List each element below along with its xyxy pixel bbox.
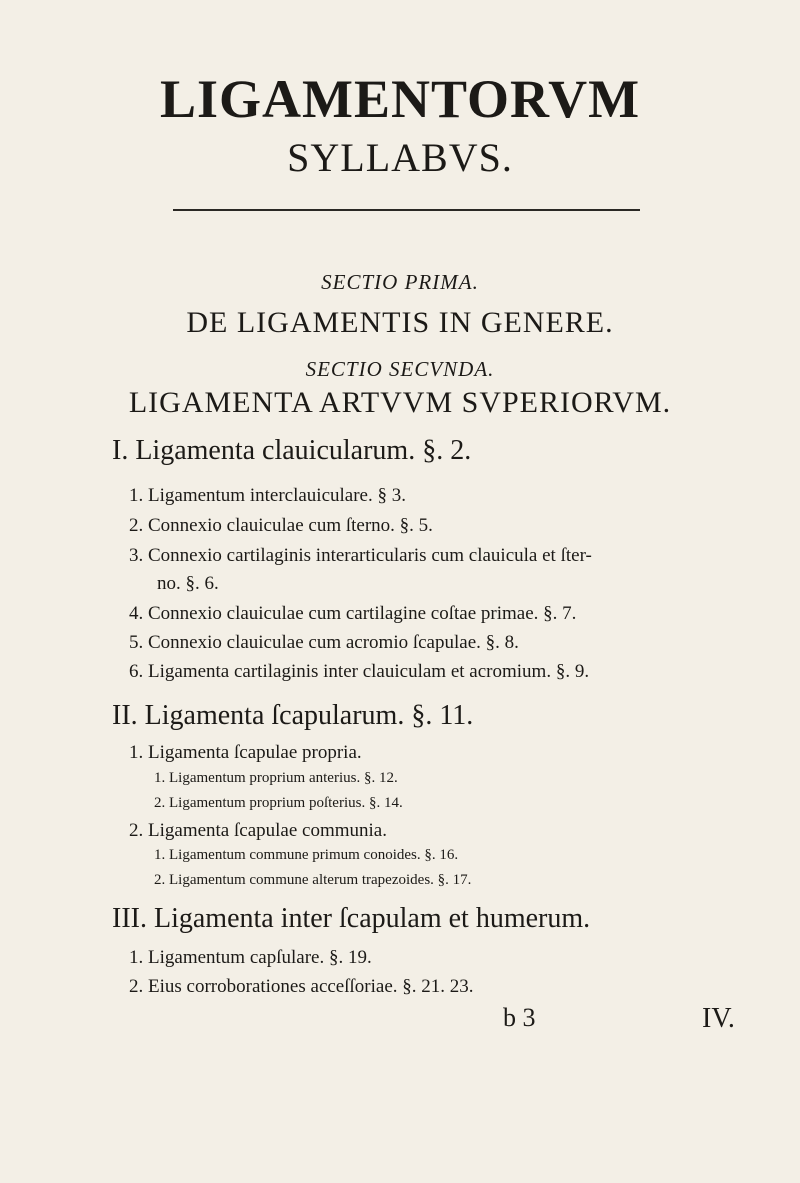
group-heading-scapularum: II. Ligamenta ſcapularum. §. 11.	[112, 700, 474, 731]
list-item-continuation: no. §. 6.	[157, 573, 219, 594]
list-item: 5. Connexio clauiculae cum acromio ſcapulae. §. 8.	[129, 632, 519, 653]
list-subitem: 1. Ligamentum commune primum conoides. §. 16.	[154, 847, 459, 863]
list-item: 6. Ligamenta cartilaginis inter clauiculam et acromium. §. 9.	[129, 661, 590, 682]
section2-label: SECTIO SECVNDA.	[305, 357, 495, 381]
list-item: 2. Eius corroborationes acceſſoriae. §. 21. 23.	[129, 976, 474, 997]
subtitle: SYLLABVS.	[287, 135, 513, 180]
main-title: LIGAMENTORVM	[159, 69, 641, 129]
list-item: 3. Connexio cartilaginis interarticularis cum clauicula et ſter-	[129, 545, 592, 566]
section1-label: SECTIO PRIMA.	[321, 270, 479, 294]
horizontal-rule	[173, 209, 640, 211]
list-subitem: 1. Ligamentum proprium anterius. §. 12.	[154, 770, 398, 786]
list-subitem: 2. Ligamentum commune alterum trapezoides. §. 17.	[154, 872, 472, 888]
signature-mark: b 3	[503, 1003, 536, 1032]
list-item: 1. Ligamenta ſcapulae propria.	[129, 742, 362, 763]
list-item: 2. Connexio clauiculae cum ſterno. §. 5.	[129, 515, 433, 536]
list-item: 1. Ligamentum capſulare. §. 19.	[129, 947, 372, 968]
list-item: 1. Ligamentum interclauiculare. § 3.	[129, 485, 406, 506]
section1-title: DE LIGAMENTIS IN GENERE.	[186, 306, 614, 339]
list-subitem: 2. Ligamentum proprium poſterius. §. 14.	[154, 795, 403, 811]
catchword: IV.	[702, 1003, 735, 1034]
group-heading-clauicularum: I. Ligamenta clauicularum. §. 2.	[112, 435, 472, 466]
section2-title: LIGAMENTA ARTVVM SVPERIORVM.	[128, 386, 672, 419]
list-item: 2. Ligamenta ſcapulae communia.	[129, 820, 387, 841]
list-item: 4. Connexio clauiculae cum cartilagine coſtae primae. §. 7.	[129, 603, 577, 624]
group-heading-scapulam-humerum: III. Ligamenta inter ſcapulam et humerum.	[112, 903, 591, 934]
